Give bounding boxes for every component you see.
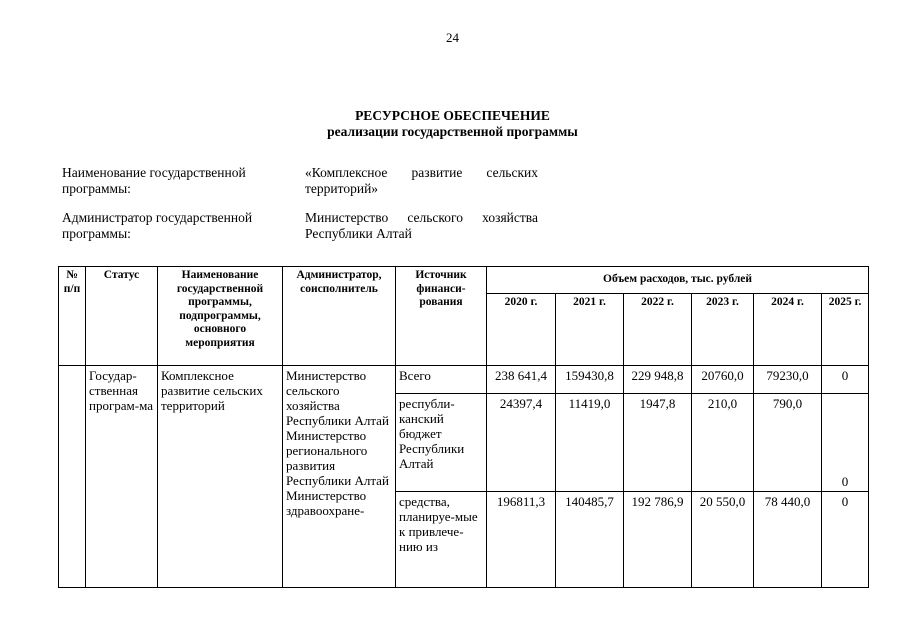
source-cell: Всего	[396, 366, 487, 394]
source-cell: средства, планируе-мые к привлече-нию из	[396, 492, 487, 588]
value-cell: 11419,0	[556, 394, 624, 492]
row-status: Государ-ственная програм-ма	[86, 366, 158, 588]
resource-table	[58, 266, 869, 588]
header-name: Наименование государственной программы, подпрограммы, основного мероприятия	[158, 267, 283, 366]
value-cell: 238 641,4	[487, 366, 556, 394]
header-status: Статус	[86, 267, 158, 366]
header-admin: Администратор, соисполнитель	[283, 267, 396, 366]
program-admin-value: Министерство сельского хозяйства Республики Алтай	[305, 210, 538, 241]
value-cell: 790,0	[754, 394, 822, 492]
value-cell: 79230,0	[754, 366, 822, 394]
value-cell: 0	[822, 492, 869, 588]
row-num	[59, 366, 86, 588]
row-name: Комплексное развитие сельских территорий	[158, 366, 283, 588]
value-cell: 1947,8	[624, 394, 692, 492]
value-cell: 78 440,0	[754, 492, 822, 588]
value-cell: 192 786,9	[624, 492, 692, 588]
value-cell: 196811,3	[487, 492, 556, 588]
value-cell: 20 550,0	[692, 492, 754, 588]
title-line-1: РЕСУРСНОЕ ОБЕСПЕЧЕНИЕ	[355, 108, 550, 123]
value-cell: 0	[822, 366, 869, 394]
value-cell: 0	[822, 394, 869, 492]
source-cell: республи-канский бюджет Республики Алтай	[396, 394, 487, 492]
row-admin: Министерство сельского хозяйства Республики Алтай Министерство регионального развития Республики Алтай Министерство здравоохране-	[283, 366, 396, 588]
header-year: 2020 г.	[487, 294, 556, 366]
header-source: Источник финанси-рования	[396, 267, 487, 366]
header-year: 2025 г.	[822, 294, 869, 366]
title-line-2: реализации государственной программы	[327, 124, 578, 139]
value-cell: 210,0	[692, 394, 754, 492]
value-cell: 159430,8	[556, 366, 624, 394]
header-year: 2024 г.	[754, 294, 822, 366]
page-number: 24	[446, 30, 459, 45]
document-title	[0, 108, 905, 140]
header-year: 2021 г.	[556, 294, 624, 366]
header-expenses: Объем расходов, тыс. рублей	[487, 267, 869, 294]
value-cell: 229 948,8	[624, 366, 692, 394]
value-cell: 140485,7	[556, 492, 624, 588]
header-num: № п/п	[59, 267, 86, 366]
program-name-label: Наименование государственной программы:	[62, 165, 246, 196]
value-cell: 20760,0	[692, 366, 754, 394]
program-admin-label: Администратор государственной программы:	[62, 210, 253, 241]
header-year: 2023 г.	[692, 294, 754, 366]
program-name-value: «Комплексное развитие сельских территорий»	[305, 165, 538, 196]
value-cell: 24397,4	[487, 394, 556, 492]
header-year: 2022 г.	[624, 294, 692, 366]
